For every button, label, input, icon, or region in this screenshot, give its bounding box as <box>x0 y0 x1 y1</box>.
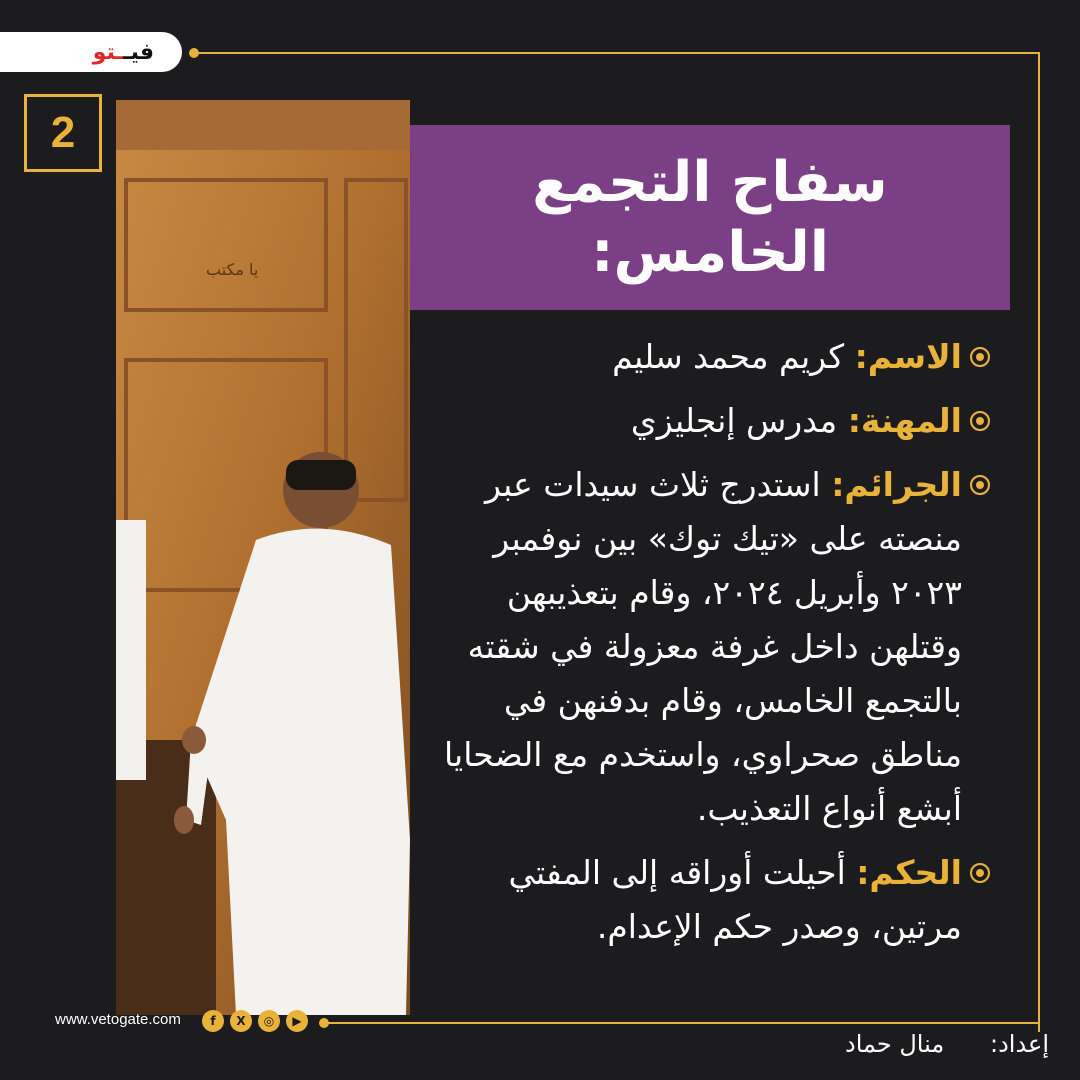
social-icons <box>202 1010 308 1032</box>
title-line-1: سفاح التجمع <box>532 149 888 215</box>
bullet-icon <box>970 411 990 431</box>
list-item-profession <box>440 394 990 448</box>
instagram-icon[interactable]: ◎ <box>258 1010 280 1032</box>
title-line-2: الخامس: <box>591 219 829 285</box>
bullet-icon <box>970 475 990 495</box>
facebook-icon[interactable]: f <box>202 1010 224 1032</box>
item-value: استدرج ثلاث سيدات عبر منصته على «تيك توك» بين نوفمبر ٢٠٢٣ وأبريل ٢٠٢٤، وقام بتعذيبهن وقتلهن داخل غرفة معزولة في شقته بالتجمع الخامس، وقام بدفنهن في مناطق صحراوي، واستخدم مع الضحايا أبشع أنواع التعذيب. <box>444 465 962 828</box>
youtube-icon[interactable]: ▶ <box>286 1010 308 1032</box>
item-label: الاسم: <box>854 337 962 376</box>
item-label: الجرائم: <box>831 465 962 504</box>
item-value: مدرس إنجليزي <box>630 401 848 440</box>
item-label: الحكم: <box>856 853 962 892</box>
list-item-name <box>440 330 990 384</box>
brand-logo <box>0 32 182 72</box>
bullet-icon <box>970 347 990 367</box>
card-number: 2 <box>24 94 102 172</box>
title-banner <box>410 125 1010 310</box>
x-icon[interactable]: X <box>230 1010 252 1032</box>
photo <box>116 100 410 1015</box>
frame-top-line <box>195 52 1040 54</box>
courtroom-photo <box>116 100 410 1015</box>
frame-right-line <box>1038 52 1040 1032</box>
list-item-crimes <box>440 458 990 836</box>
list-item-verdict <box>440 846 990 954</box>
svg-text:يا مكتب: يا مكتب <box>206 260 259 279</box>
item-label: المهنة: <box>847 401 962 440</box>
frame-bottom-line <box>325 1022 1040 1024</box>
item-value: كريم محمد سليم <box>612 337 855 376</box>
frame-dot <box>319 1018 329 1028</box>
website-link[interactable]: www.vetogate.com <box>55 1011 181 1028</box>
logo-text: فيــتو <box>92 39 154 65</box>
bullet-icon <box>970 863 990 883</box>
credit-name: منال حماد <box>845 1030 945 1058</box>
info-list <box>440 330 990 964</box>
frame-dot <box>189 48 199 58</box>
credit-label: إعداد: <box>990 1030 1050 1058</box>
item-value: أحيلت أوراقه إلى المفتي مرتين، وصدر حكم الإعدام. <box>508 853 962 946</box>
